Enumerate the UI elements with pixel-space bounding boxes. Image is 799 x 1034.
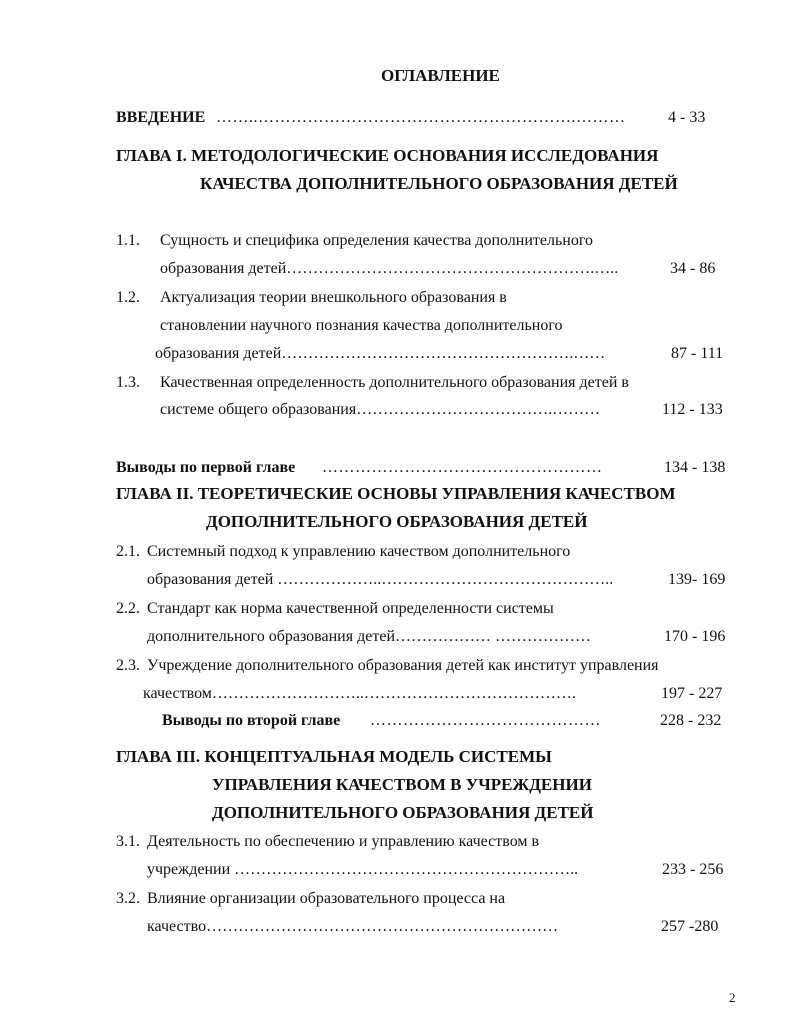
page-number: 2 [729,990,736,1005]
chapter2-conclusion-pages: 228 - 232 [660,712,722,729]
section-1-3-title: Качественная определенность дополнительного образования детей в [160,374,629,391]
section-2-3-pages: 197 - 227 [661,685,723,702]
chapter1-conclusion-pages: 134 - 138 [664,459,726,476]
section-2-2-number: 2.2. [116,600,140,617]
section-2-2-title: Стандарт как норма качественной определенности системы [147,600,554,617]
section-1-2-title-cont: становлении научного познания качества дополнительного [160,317,563,334]
chapter3-title-line2: УПРАВЛЕНИЯ КАЧЕСТВОМ В УЧРЕЖДЕНИИ [212,775,592,794]
section-3-1-title: Деятельность по обеспечению и управлению качеством в [147,833,540,850]
chapter1-conclusion-dots: …………………………………………… [322,459,603,476]
section-2-3-title: Учреждение дополнительного образования детей как институт управления [147,657,659,674]
section-3-2-number: 3.2. [116,890,140,907]
chapter3-title-line3: ДОПОЛНИТЕЛЬНОГО ОБРАЗОВАНИЯ ДЕТЕЙ [212,803,594,822]
chapter1-conclusion-label: Выводы по первой главе [116,459,296,476]
page-title: ОГЛАВЛЕНИЕ [381,66,500,85]
section-1-2-title-cont2: образования детей……………………………………………….…… [155,345,606,362]
section-1-2-title: Актуализация теории внешкольного образования в [160,289,507,306]
section-2-3-title-cont: качеством………………………..…………………………………. [143,685,576,702]
chapter2-conclusion-label: Выводы по второй главе [162,712,341,729]
section-1-3-pages: 112 - 133 [662,401,723,418]
section-2-2-title-cont: дополнительного образования детей……………… ……………… [147,628,591,645]
section-3-2-title-cont: качество………………………………………………………… [147,918,559,935]
section-2-1-title-cont: образования детей ………………..…………………………………….. [147,571,614,588]
section-1-1-title-cont: образования детей………………………………………………….….. [160,260,619,277]
section-1-3-title-cont: системе общего образования……………………………….……… [160,401,601,418]
section-1-1-pages: 34 - 86 [670,260,716,277]
section-2-1-title: Системный подход к управлению качеством дополнительного [147,543,571,560]
toc-intro-pages: 4 - 33 [668,109,706,126]
chapter2-conclusion-dots: …………………………………… [370,712,601,729]
chapter1-title-line2: КАЧЕСТВА ДОПОЛНИТЕЛЬНОГО ОБРАЗОВАНИЯ ДЕТЕЙ [200,174,678,193]
section-2-1-number: 2.1. [116,543,140,560]
section-3-1-title-cont: учреждении ……………………………………………………….. [147,861,579,878]
section-1-3-number: 1.3. [116,374,140,391]
section-2-1-pages: 139- 169 [668,571,726,588]
chapter1-title-line1: ГЛАВА I. МЕТОДОЛОГИЧЕСКИЕ ОСНОВАНИЯ ИССЛЕДОВАНИЯ [116,146,659,165]
chapter3-title-line1: ГЛАВА III. КОНЦЕПТУАЛЬНАЯ МОДЕЛЬ СИСТЕМЫ [116,747,552,766]
chapter2-title-line2: ДОПОЛНИТЕЛЬНОГО ОБРАЗОВАНИЯ ДЕТЕЙ [206,512,588,531]
toc-intro-label: ВВЕДЕНИЕ [116,109,206,126]
section-1-1-number: 1.1. [116,232,140,249]
section-3-2-pages: 257 -280 [661,918,719,935]
chapter2-title-line1: ГЛАВА II. ТЕОРЕТИЧЕСКИЕ ОСНОВЫ УПРАВЛЕНИЯ КАЧЕСТВОМ [116,484,676,503]
toc-intro-dots: ……..………………………………………………….……… [216,109,626,126]
section-3-1-number: 3.1. [116,833,140,850]
section-1-1-title: Сущность и специфика определения качества дополнительного [160,232,594,249]
section-2-2-pages: 170 - 196 [664,628,726,645]
section-3-1-pages: 233 - 256 [662,861,724,878]
section-2-3-number: 2.3. [116,657,140,674]
section-3-2-title: Влияние организации образовательного процесса на [147,890,506,907]
section-1-2-pages: 87 - 111 [671,345,724,362]
section-1-2-number: 1.2. [116,289,140,306]
